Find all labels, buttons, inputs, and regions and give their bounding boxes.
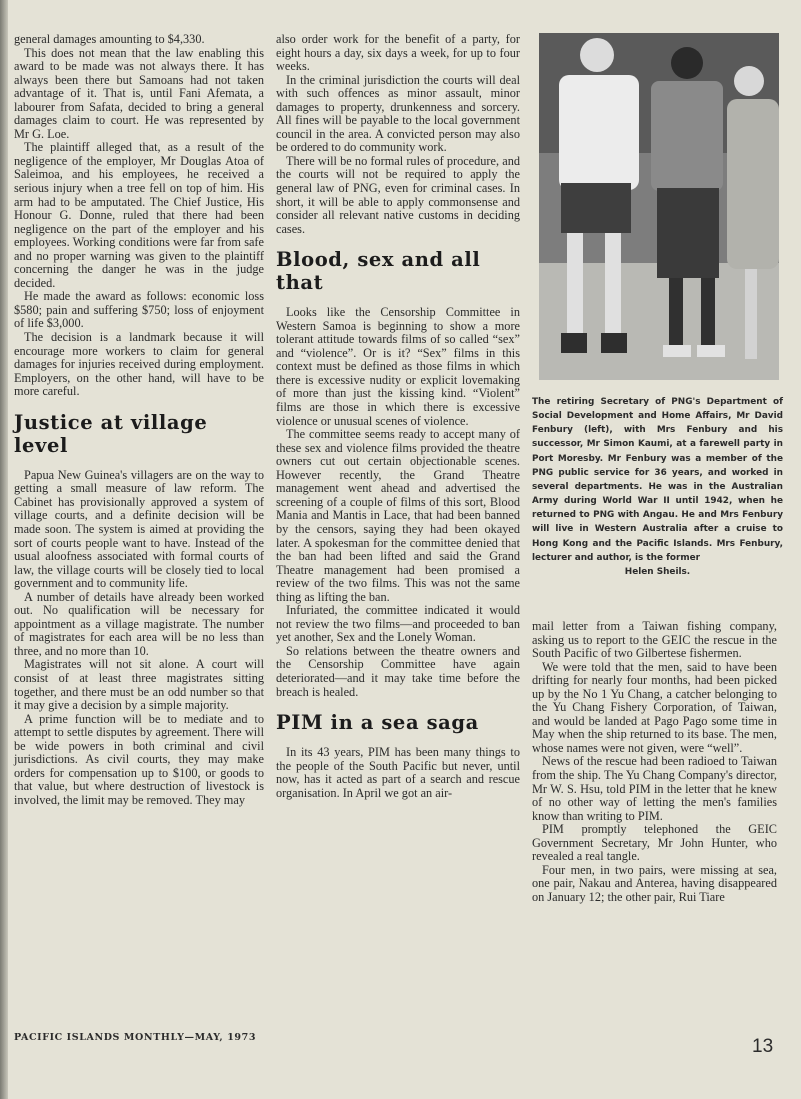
paragraph: Infuriated, the committee indicated it would not review the two films—and proceeded to ban yet another, Sex and the Lonely Woman.	[276, 603, 520, 645]
paragraph: There will be no formal rules of procedure, and the courts will not be required to apply the general law of PNG, even for criminal cases. In short, it will be able to apply commonsense and consider all relevant native customs in deciding cases.	[276, 153, 520, 236]
page-number: 13	[752, 1036, 774, 1057]
paragraph: We were told that the men, said to have been drifting for nearly four months, had been picked up by the No 1 Yu Chang, a catcher belonging to the Yu Chang Fishery Corporation, of Taiwan, and would be landed at Pago Pago some time in May when the ship returned to its base. The men, whose names were not given, were “well”.	[532, 659, 777, 755]
article-heading-justice: Justice at village level	[14, 410, 208, 457]
caption-text: The retiring Secretary of PNG's Department of Social Development and Home Affairs, Mr David Fenbury (left), with Mrs Fenbury and his successor, Mr Simon Kaumi, at a farewell party in Port Moresby. Mr Fenbury was a member of the PNG public service for 36 years, and worked in several departments. He was in the Australian Army during World War II until 1942, when he returned to PNG with Angau. He and Mrs Fenbury will live in Western Australia after a cruise to Hong Kong and the Pacific Islands. Mrs Fenbury, lecturer and author, is the former	[532, 397, 783, 563]
paragraph: also order work for the benefit of a party, for eight hours a day, six days a week, for up to four weeks.	[276, 32, 520, 74]
paragraph: mail letter from a Taiwan fishing company, asking us to report to the GEIC the rescue in the South Pacific of two Gilbertese fishermen.	[532, 619, 777, 661]
photo-caption	[532, 395, 783, 579]
paragraph: A number of details have already been worked out. No qualification will be necessary for appointment as a village magistrate. The number of magistrates for each area will be no less than three, and no more than 10.	[14, 589, 264, 658]
footer-publication: PACIFIC ISLANDS MONTHLY—MAY, 1973	[14, 1032, 257, 1043]
paragraph: Papua New Guinea's villagers are on the way to getting a small measure of law reform. The Cabinet has provisionally approved a system of village courts, and a definite decision will be made soon. The system is aimed at providing the sort of courts people want to have. Instead of the usual aloofness associated with formal courts of law, the village courts will be closely tied to local government and to community life.	[14, 467, 264, 591]
paragraph: In the criminal jurisdiction the courts will deal with such offences as minor assault, minor damages to property, drunkenness and sorcery. All fines will be payable to the local government council in the area. A convicted person may also be ordered to do community work.	[276, 72, 520, 155]
paragraph: In its 43 years, PIM has been many things to the people of the South Pacific but never, until now, has it acted as part of a search and rescue organisation. In April we got an air-	[276, 745, 520, 800]
paragraph: Magistrates will not sit alone. A court will consist of at least three magistrates sitting together, and there must be an odd number so that it may give a decision by a simple majority.	[14, 657, 264, 713]
farewell-party-photo	[539, 33, 779, 380]
paragraph: The decision is a landmark because it will encourage more workers to claim for general damages for injuries received during employment. Employers, on the other hand, will have to be more careful.	[14, 330, 264, 399]
caption-last-line: Helen Sheils.	[624, 566, 691, 577]
paragraph: So relations between the theatre owners and the Censorship Committee have again deteriorated—and it may take time before the breach is healed.	[276, 643, 520, 699]
paragraph: The committee seems ready to accept many of these sex and violence films provided the theatre owners cut out certain objectionable scenes. However recently, the Grand Theatre management went ahead and advertised the screening of a couple of films of this sort, Blood Mania and Mantis in Lace, that had been banned by the censors, saying they had been okayed later. A spokesman for the committee denied that the ban had been lifted and said the Grand Theatre management had been promised a review of the two films. This was not the same thing as lifting the ban.	[276, 427, 520, 604]
paragraph: He made the award as follows: economic loss $580; pain and suffering $750; loss of enjoyment of life $3,000.	[14, 289, 264, 331]
column-right	[532, 620, 777, 904]
paragraph: A prime function will be to mediate and to attempt to settle disputes by agreement. There will be wide powers in both criminal and civil jurisdictions. As civil courts, they may make orders for compensation up to $100, or goods to that value, but where destruction of livestock is involved, the limit may be removed. They may	[14, 711, 264, 807]
paragraph: general damages amounting to $4,330.	[14, 32, 205, 46]
paragraph: Four men, in two pairs, were missing at sea, one pair, Nakau and Anterea, having disappeared on January 12; the other pair, Rui Tiare	[532, 862, 777, 904]
paragraph: This does not mean that the law enabling this award to be made was not always there. It has always been there but Samoans had not taken advantage of it. That is, until Fani Afemata, a labourer from Safata, decided to bring a general damages claim to court. He was represented by Mr G. Loe.	[14, 45, 264, 141]
paragraph: News of the rescue had been radioed to Taiwan from the ship. The Yu Chang Company's director, Mr W. S. Hsu, told PIM in the letter that he knew of no other way of letting the men's families know than writing to PIM.	[532, 754, 777, 823]
article-heading-blood-sex: Blood, sex and all that	[276, 248, 481, 295]
column-middle	[276, 33, 520, 800]
column-left	[14, 33, 264, 807]
article-heading-pim-sea-saga: PIM in a sea saga	[276, 711, 479, 735]
page-binding-edge	[0, 0, 8, 1099]
paragraph: The plaintiff alleged that, as a result of the negligence of the employer, Mr Douglas Atoa of Saleimoa, and his employees, he received a serious injury when a tree fell on top of him. His arm had to be amputated. The Chief Justice, His Honour G. Donne, ruled that there had been negligence on the part of the employer and his employees. Working conditions were far from safe and no proper warning was given to the plaintiff concerning the danger he was in the judge decided.	[14, 140, 264, 290]
paragraph: Looks like the Censorship Committee in Western Samoa is beginning to show a more tolerant attitude towards films of so called “sex” and “violence”. Or is it? “Sex” films in this context must be defined as those films in which there is excessive nudity or explicit lovemaking of more than just the kissing kind. “Violent” films are those in which there is excessive violence or unusual scenes of violence.	[276, 305, 520, 428]
paragraph: PIM promptly telephoned the GEIC Government Secretary, Mr John Hunter, who revealed a real tangle.	[532, 822, 777, 864]
